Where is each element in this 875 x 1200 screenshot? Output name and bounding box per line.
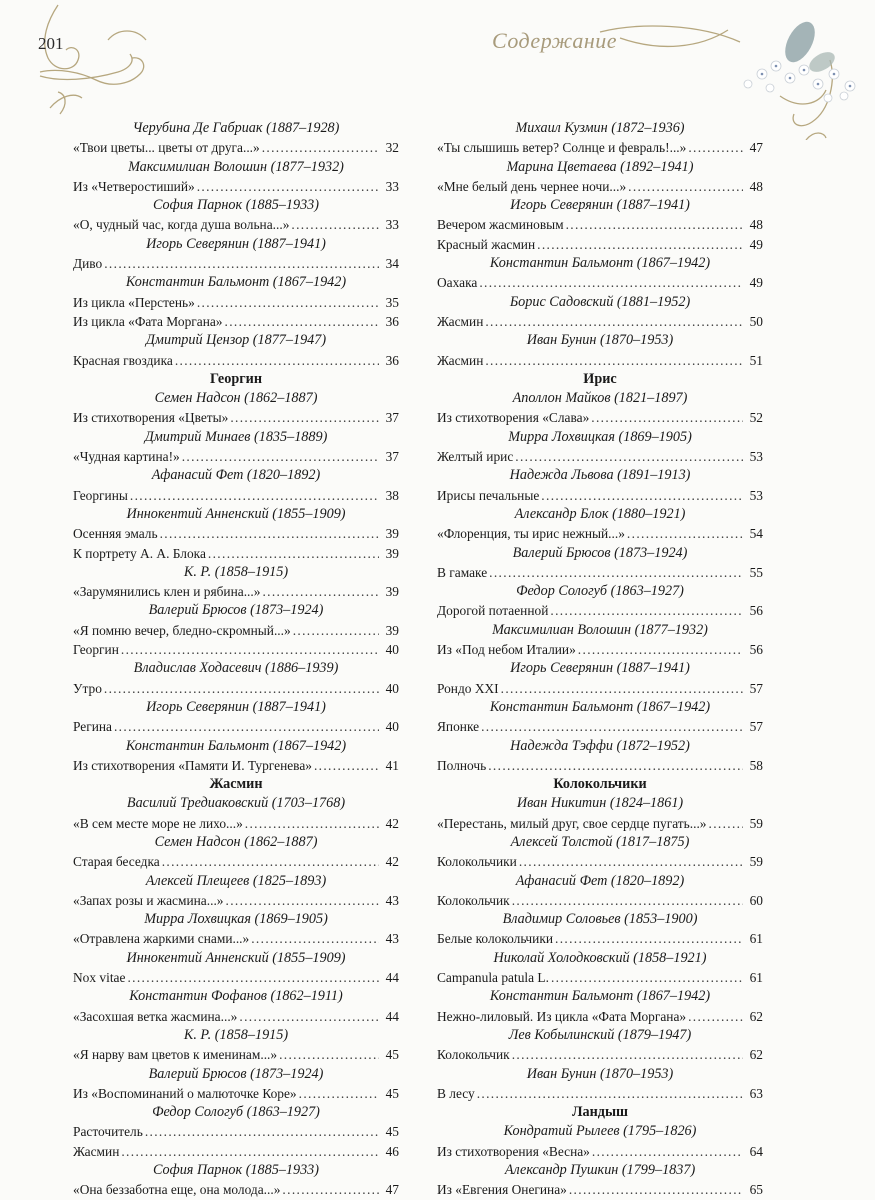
- poem-title: «Засохшая ветка жасмина...»: [73, 1008, 238, 1024]
- poet-name: Константин Бальмонт (1867–1942): [489, 698, 711, 715]
- toc-entry[interactable]: [73, 1180, 399, 1199]
- dot-leader: [688, 1007, 743, 1026]
- toc-entry[interactable]: [437, 1142, 763, 1161]
- dot-leader: [537, 235, 743, 254]
- poet-name: К. Р. (1858–1915): [183, 563, 289, 580]
- page-ref: 49: [749, 236, 763, 252]
- poet-name: Марина Цветаева (1892–1941): [506, 158, 694, 175]
- toc-entry[interactable]: [73, 621, 399, 640]
- toc-entry[interactable]: [73, 447, 399, 466]
- toc-entry[interactable]: [437, 524, 763, 543]
- poet-name: Константин Фофанов (1862–1911): [129, 988, 343, 1005]
- page-ref: 44: [385, 970, 399, 986]
- poet-name: Иннокентий Анненский (1855–1909): [126, 505, 346, 522]
- dot-leader: [175, 351, 379, 370]
- page-ref: 53: [749, 449, 763, 465]
- dot-leader: [688, 138, 743, 157]
- toc-entry[interactable]: [437, 486, 763, 505]
- page-ref: 35: [385, 294, 399, 310]
- dot-leader: [592, 1142, 743, 1161]
- dot-leader: [291, 215, 379, 234]
- poet-name: Надежда Тэффи (1872–1952): [510, 737, 690, 754]
- poem-title: «Ты слышишь ветер? Солнце и февраль!...»: [437, 140, 687, 156]
- poet-name: Михаил Кузмин (1872–1936): [515, 120, 685, 136]
- toc-entry[interactable]: [437, 852, 763, 871]
- dot-leader: [208, 544, 379, 563]
- page-ref: 36: [385, 313, 399, 329]
- page-ref: 45: [385, 1085, 399, 1101]
- toc-entry[interactable]: [73, 1045, 399, 1064]
- toc-entry[interactable]: [73, 408, 399, 427]
- dot-leader: [566, 215, 743, 234]
- poet-name: Николай Холодковский (1858–1921): [493, 949, 707, 966]
- toc-entry[interactable]: [73, 814, 399, 833]
- toc-entry[interactable]: [437, 601, 763, 620]
- toc-entry[interactable]: [437, 1180, 763, 1199]
- toc-entry[interactable]: [437, 351, 763, 370]
- page-ref: 39: [385, 622, 399, 638]
- dot-leader: [121, 640, 379, 659]
- poet-name: Иннокентий Анненский (1855–1909): [126, 949, 346, 966]
- poet-name: Алексей Толстой (1817–1875): [510, 833, 690, 850]
- poet-name: Игорь Северянин (1887–1941): [510, 197, 690, 214]
- poem-title: Дорогой потаенной: [437, 603, 549, 619]
- page-ref: 33: [385, 178, 399, 194]
- toc-entry[interactable]: [437, 929, 763, 948]
- page-ref: 37: [385, 410, 399, 426]
- poet-name: Валерий Брюсов (1873–1924): [512, 544, 688, 561]
- toc-entry[interactable]: [73, 254, 399, 273]
- poet-name: Аполлон Майков (1821–1897): [512, 390, 688, 407]
- page-ref: 63: [749, 1085, 763, 1101]
- dot-leader: [262, 582, 379, 601]
- dot-leader: [299, 1084, 379, 1103]
- poem-title: Георгин: [73, 642, 119, 658]
- poem-title: Старая беседка: [73, 854, 160, 870]
- poem-title: Диво: [73, 256, 103, 272]
- toc-entry[interactable]: [437, 1007, 763, 1026]
- dot-leader: [489, 563, 743, 582]
- dot-leader: [628, 177, 743, 196]
- poet-name: Надежда Львова (1891–1913): [509, 467, 691, 484]
- dot-leader: [230, 408, 379, 427]
- toc-entry[interactable]: [437, 138, 763, 157]
- poem-title: Из стихотворения «Весна»: [437, 1143, 590, 1159]
- poem-title: «Твои цветы... цветы от друга...»: [73, 140, 260, 156]
- poet-name: Константин Бальмонт (1867–1942): [489, 988, 711, 1005]
- page-ref: 37: [385, 449, 399, 465]
- dot-leader: [239, 1007, 379, 1026]
- toc-entry[interactable]: [437, 756, 763, 775]
- poem-title: Желтый ирис: [437, 449, 514, 465]
- poet-name: Семен Надсон (1862–1887): [154, 833, 318, 850]
- poet-name: Иван Бунин (1870–1953): [526, 332, 674, 349]
- toc-entry[interactable]: [437, 447, 763, 466]
- dot-leader: [162, 852, 379, 871]
- poem-title: Осенняя эмаль: [73, 526, 158, 542]
- dot-leader: [578, 640, 743, 659]
- toc-entry[interactable]: [73, 679, 399, 698]
- toc-right-column: [437, 119, 763, 1200]
- toc-entry[interactable]: [437, 891, 763, 910]
- poem-title: Рондо XXI: [437, 680, 499, 696]
- toc-entry[interactable]: [437, 814, 763, 833]
- poem-title: «Запах розы и жасмина...»: [73, 892, 224, 908]
- page-ref: 51: [749, 352, 763, 368]
- poet-name: Владислав Ходасевич (1886–1939): [133, 660, 339, 677]
- toc-entry[interactable]: [73, 717, 399, 736]
- dot-leader: [104, 254, 379, 273]
- poem-title: Жасмин: [437, 352, 484, 368]
- page-ref: 40: [385, 642, 399, 658]
- toc-entry[interactable]: [73, 929, 399, 948]
- toc-entry[interactable]: [437, 679, 763, 698]
- toc-entry[interactable]: [437, 312, 763, 331]
- toc-entry[interactable]: [73, 1007, 399, 1026]
- page-ref: 40: [385, 680, 399, 696]
- poet-name: Максимилиан Волошин (1877–1932): [128, 158, 344, 175]
- page-ref: 47: [385, 1182, 399, 1198]
- toc-entry[interactable]: [73, 177, 399, 196]
- poet-name: Валерий Брюсов (1873–1924): [148, 602, 324, 619]
- page-ref: 38: [385, 487, 399, 503]
- poem-title: Из «Четверостиший»: [73, 178, 195, 194]
- page-ref: 43: [385, 931, 399, 947]
- page-ref: 57: [749, 680, 763, 696]
- poem-title: Колокольчики: [437, 854, 517, 870]
- dot-leader: [627, 524, 743, 543]
- poem-title: «Она беззаботна еще, она молода...»: [73, 1182, 281, 1198]
- page-ref: 61: [749, 931, 763, 947]
- poet-name: Василий Тредиаковский (1703–1768): [126, 795, 346, 812]
- page-ref: 43: [385, 892, 399, 908]
- dot-leader: [481, 717, 743, 736]
- toc-entry[interactable]: [437, 273, 763, 292]
- poet-name: Константин Бальмонт (1867–1942): [125, 737, 347, 754]
- poem-title: Колокольчик: [437, 892, 510, 908]
- poet-name: Игорь Северянин (1887–1941): [146, 698, 326, 715]
- page-ref: 45: [385, 1047, 399, 1063]
- page-ref: 52: [749, 410, 763, 426]
- toc-entry[interactable]: [73, 1084, 399, 1103]
- dot-leader: [226, 891, 380, 910]
- poem-title: Жасмин: [73, 1143, 120, 1159]
- poem-title: Колокольчик: [437, 1047, 510, 1063]
- poem-title: Белые колокольчики: [437, 931, 554, 947]
- page-ref: 47: [749, 140, 763, 156]
- dot-leader: [293, 621, 379, 640]
- poem-title: «О, чудный час, когда душа вольна...»: [73, 217, 290, 233]
- page-ref: 55: [749, 564, 763, 580]
- toc-entry[interactable]: [437, 640, 763, 659]
- poet-name: Игорь Северянин (1887–1941): [146, 235, 326, 252]
- page-ref: 34: [385, 256, 399, 272]
- poem-title: Из «Под небом Италии»: [437, 642, 576, 658]
- poem-title: Нежно-лиловый. Из цикла «Фата Моргана»: [437, 1008, 687, 1024]
- poet-name: Афанасий Фет (1820–1892): [515, 872, 685, 889]
- toc-entry[interactable]: [73, 756, 399, 775]
- dot-leader: [515, 447, 743, 466]
- dot-leader: [550, 601, 743, 620]
- page-ref: 48: [749, 178, 763, 194]
- page-ref: 59: [749, 815, 763, 831]
- toc-entry[interactable]: [73, 544, 399, 563]
- page-ref: 39: [385, 526, 399, 542]
- poem-title: К портрету А. А. Блока: [73, 545, 206, 561]
- toc-entry[interactable]: [437, 235, 763, 254]
- poem-title: «Флоренция, ты ирис нежный...»: [437, 526, 625, 542]
- page-ref: 54: [749, 526, 763, 542]
- poem-title: Campanula patula L.: [437, 970, 549, 986]
- poet-name: София Парнок (1885–1933): [152, 197, 319, 214]
- page-ref: 56: [749, 603, 763, 619]
- poem-title: Из стихотворения «Слава»: [437, 410, 590, 426]
- dot-leader: [279, 1045, 379, 1064]
- poem-title: «Зарумянились клен и рябина...»: [73, 584, 261, 600]
- poet-name: Александр Блок (1880–1921): [514, 505, 686, 522]
- page-ref: 42: [385, 815, 399, 831]
- poem-title: Вечером жасминовым: [437, 217, 564, 233]
- page-ref: 58: [749, 757, 763, 773]
- poem-title: Расточитель: [73, 1124, 143, 1140]
- poet-name: Алексей Плещеев (1825–1893): [145, 872, 327, 889]
- dot-leader: [160, 524, 379, 543]
- toc-entry[interactable]: [73, 891, 399, 910]
- toc-entry[interactable]: [437, 968, 763, 987]
- dot-leader: [541, 486, 743, 505]
- section-title: Содержание: [492, 28, 618, 53]
- dot-leader: [197, 177, 379, 196]
- poem-title: В лесу: [437, 1085, 475, 1101]
- poet-name: София Парнок (1885–1933): [152, 1162, 319, 1179]
- dot-leader: [104, 679, 379, 698]
- dot-leader: [591, 408, 743, 427]
- poet-name: Константин Бальмонт (1867–1942): [489, 255, 711, 272]
- page-ref: 39: [385, 545, 399, 561]
- dot-leader: [251, 929, 379, 948]
- page-ref: 36: [385, 352, 399, 368]
- page-ref: 56: [749, 642, 763, 658]
- toc-entry[interactable]: [73, 138, 399, 157]
- toc-left-column: [73, 119, 399, 1200]
- dot-leader: [519, 852, 743, 871]
- section-heading: Георгин: [209, 370, 263, 387]
- poet-name: Иван Бунин (1870–1953): [526, 1065, 674, 1082]
- poet-name: Иван Никитин (1824–1861): [516, 795, 684, 812]
- poet-name: Черубина Де Габриак (1887–1928): [132, 120, 340, 136]
- dot-leader: [569, 1180, 743, 1199]
- dot-leader: [314, 756, 379, 775]
- poem-title: «Я помню вечер, бледно-скромный...»: [73, 622, 291, 638]
- dot-leader: [182, 447, 379, 466]
- poem-title: «Отравлена жаркими снами...»: [73, 931, 250, 947]
- page-ref: 65: [749, 1182, 763, 1198]
- dot-leader: [709, 814, 744, 833]
- page-ref: 50: [749, 313, 763, 329]
- poem-title: Красный жасмин: [437, 236, 536, 252]
- poem-title: Из «Евгения Онегина»: [437, 1182, 567, 1198]
- toc-entry[interactable]: [437, 563, 763, 582]
- dot-leader: [282, 1180, 379, 1199]
- toc-entry[interactable]: [73, 852, 399, 871]
- poet-name: Константин Бальмонт (1867–1942): [125, 274, 347, 291]
- dot-leader: [477, 1084, 743, 1103]
- poet-name: Федор Сологуб (1863–1927): [516, 583, 684, 600]
- toc-entry[interactable]: [73, 582, 399, 601]
- poet-name: Федор Сологуб (1863–1927): [152, 1104, 320, 1121]
- poet-name: Кондратий Рылеев (1795–1826): [503, 1123, 697, 1140]
- toc-entry[interactable]: [73, 293, 399, 312]
- poet-name: Дмитрий Цензор (1877–1947): [145, 332, 327, 349]
- page-ref: 64: [749, 1143, 763, 1159]
- poet-name: Владимир Соловьев (1853–1900): [502, 911, 698, 928]
- poem-title: «Мне белый день чернее ночи...»: [437, 178, 627, 194]
- poem-title: Японке: [437, 719, 480, 735]
- page-ref: 48: [749, 217, 763, 233]
- toc-entry[interactable]: [73, 351, 399, 370]
- dot-leader: [485, 351, 743, 370]
- poet-name: Лев Кобылинский (1879–1947): [508, 1026, 692, 1043]
- dot-leader: [121, 1142, 379, 1161]
- page-ref: 61: [749, 970, 763, 986]
- poet-name: Семен Надсон (1862–1887): [154, 390, 318, 407]
- poem-title: Nox vitae: [73, 970, 126, 986]
- toc-entry[interactable]: [437, 1084, 763, 1103]
- toc-entry[interactable]: [73, 1142, 399, 1161]
- page-ref: 60: [749, 892, 763, 908]
- dot-leader: [245, 814, 379, 833]
- page-number: 201: [38, 34, 64, 53]
- toc-entry[interactable]: [437, 177, 763, 196]
- toc-entry[interactable]: [73, 524, 399, 543]
- dot-leader: [555, 929, 743, 948]
- toc-entry[interactable]: [73, 968, 399, 987]
- poem-title: В гамаке: [437, 564, 488, 580]
- poem-title: «Чудная картина!»: [73, 449, 180, 465]
- page-ref: 59: [749, 854, 763, 870]
- toc-entry[interactable]: [73, 640, 399, 659]
- page-ref: 33: [385, 217, 399, 233]
- dot-leader: [197, 293, 379, 312]
- page-ref: 49: [749, 275, 763, 291]
- dot-leader: [225, 312, 379, 331]
- page-ref: 62: [749, 1047, 763, 1063]
- poem-title: Ирисы печальные: [437, 487, 540, 503]
- dot-leader: [114, 717, 379, 736]
- page-ref: 41: [385, 757, 399, 773]
- poem-title: «Я нарву вам цветов к именинам...»: [73, 1047, 278, 1063]
- dot-leader: [479, 273, 743, 292]
- page-ref: 53: [749, 487, 763, 503]
- poem-title: «В сем месте море не лихо...»: [73, 815, 243, 831]
- page-ref: 32: [385, 140, 399, 156]
- poem-title: Из цикла «Перстень»: [73, 294, 195, 310]
- poet-name: Борис Садовский (1881–1952): [509, 293, 691, 310]
- section-heading: Жасмин: [209, 776, 263, 793]
- dot-leader: [130, 486, 379, 505]
- poem-title: «Перестань, милый друг, свое сердце пугать...»: [437, 815, 707, 831]
- poet-name: Афанасий Фет (1820–1892): [151, 467, 321, 484]
- toc-entry[interactable]: [437, 215, 763, 234]
- toc-entry[interactable]: [73, 486, 399, 505]
- poem-title: Оахака: [437, 275, 478, 291]
- poem-title: Из «Воспоминаний о малюточке Коре»: [73, 1085, 297, 1101]
- poet-name: Валерий Брюсов (1873–1924): [148, 1065, 324, 1082]
- poem-title: Из цикла «Фата Моргана»: [73, 313, 223, 329]
- page-ref: 46: [385, 1143, 399, 1159]
- page-ref: 57: [749, 719, 763, 735]
- poet-name: К. Р. (1858–1915): [183, 1026, 289, 1043]
- section-heading: Ландыш: [571, 1104, 629, 1121]
- dot-leader: [262, 138, 379, 157]
- page-ref: 40: [385, 719, 399, 735]
- dot-leader: [512, 1045, 743, 1064]
- section-heading: Ирис: [583, 370, 617, 387]
- poet-name: Александр Пушкин (1799–1837): [504, 1162, 696, 1179]
- page-ref: 42: [385, 854, 399, 870]
- toc-entry[interactable]: [437, 717, 763, 736]
- poet-name: Дмитрий Минаев (1835–1889): [144, 428, 328, 445]
- page-ref: 45: [385, 1124, 399, 1140]
- poet-name: Мирра Лохвицкая (1869–1905): [508, 428, 692, 445]
- toc-entry[interactable]: [437, 408, 763, 427]
- leaf-icon: [779, 17, 821, 67]
- toc-entry[interactable]: [437, 1045, 763, 1064]
- toc-entry[interactable]: [73, 1122, 399, 1141]
- dot-leader: [145, 1122, 379, 1141]
- section-heading: Колокольчики: [553, 776, 647, 793]
- poem-title: Регина: [73, 719, 112, 735]
- toc-entry[interactable]: [73, 215, 399, 234]
- poet-name: Игорь Северянин (1887–1941): [510, 660, 690, 677]
- page-ref: 39: [385, 584, 399, 600]
- toc-entry[interactable]: [73, 312, 399, 331]
- poem-title: Красная гвоздика: [73, 352, 173, 368]
- poem-title: Жасмин: [437, 313, 484, 329]
- dot-leader: [485, 312, 743, 331]
- dot-leader: [127, 968, 379, 987]
- dot-leader: [488, 756, 743, 775]
- poet-name: Мирра Лохвицкая (1869–1905): [144, 911, 328, 928]
- poem-title: Из стихотворения «Цветы»: [73, 410, 229, 426]
- dot-leader: [501, 679, 743, 698]
- poet-name: Максимилиан Волошин (1877–1932): [492, 621, 708, 638]
- page-ref: 62: [749, 1008, 763, 1024]
- dot-leader: [551, 968, 743, 987]
- page-ref: 44: [385, 1008, 399, 1024]
- dot-leader: [512, 891, 743, 910]
- poem-title: Из стихотворения «Памяти И. Тургенева»: [73, 757, 312, 773]
- poem-title: Георгины: [73, 487, 128, 503]
- poem-title: Полночь: [437, 757, 487, 773]
- poem-title: Утро: [73, 680, 102, 696]
